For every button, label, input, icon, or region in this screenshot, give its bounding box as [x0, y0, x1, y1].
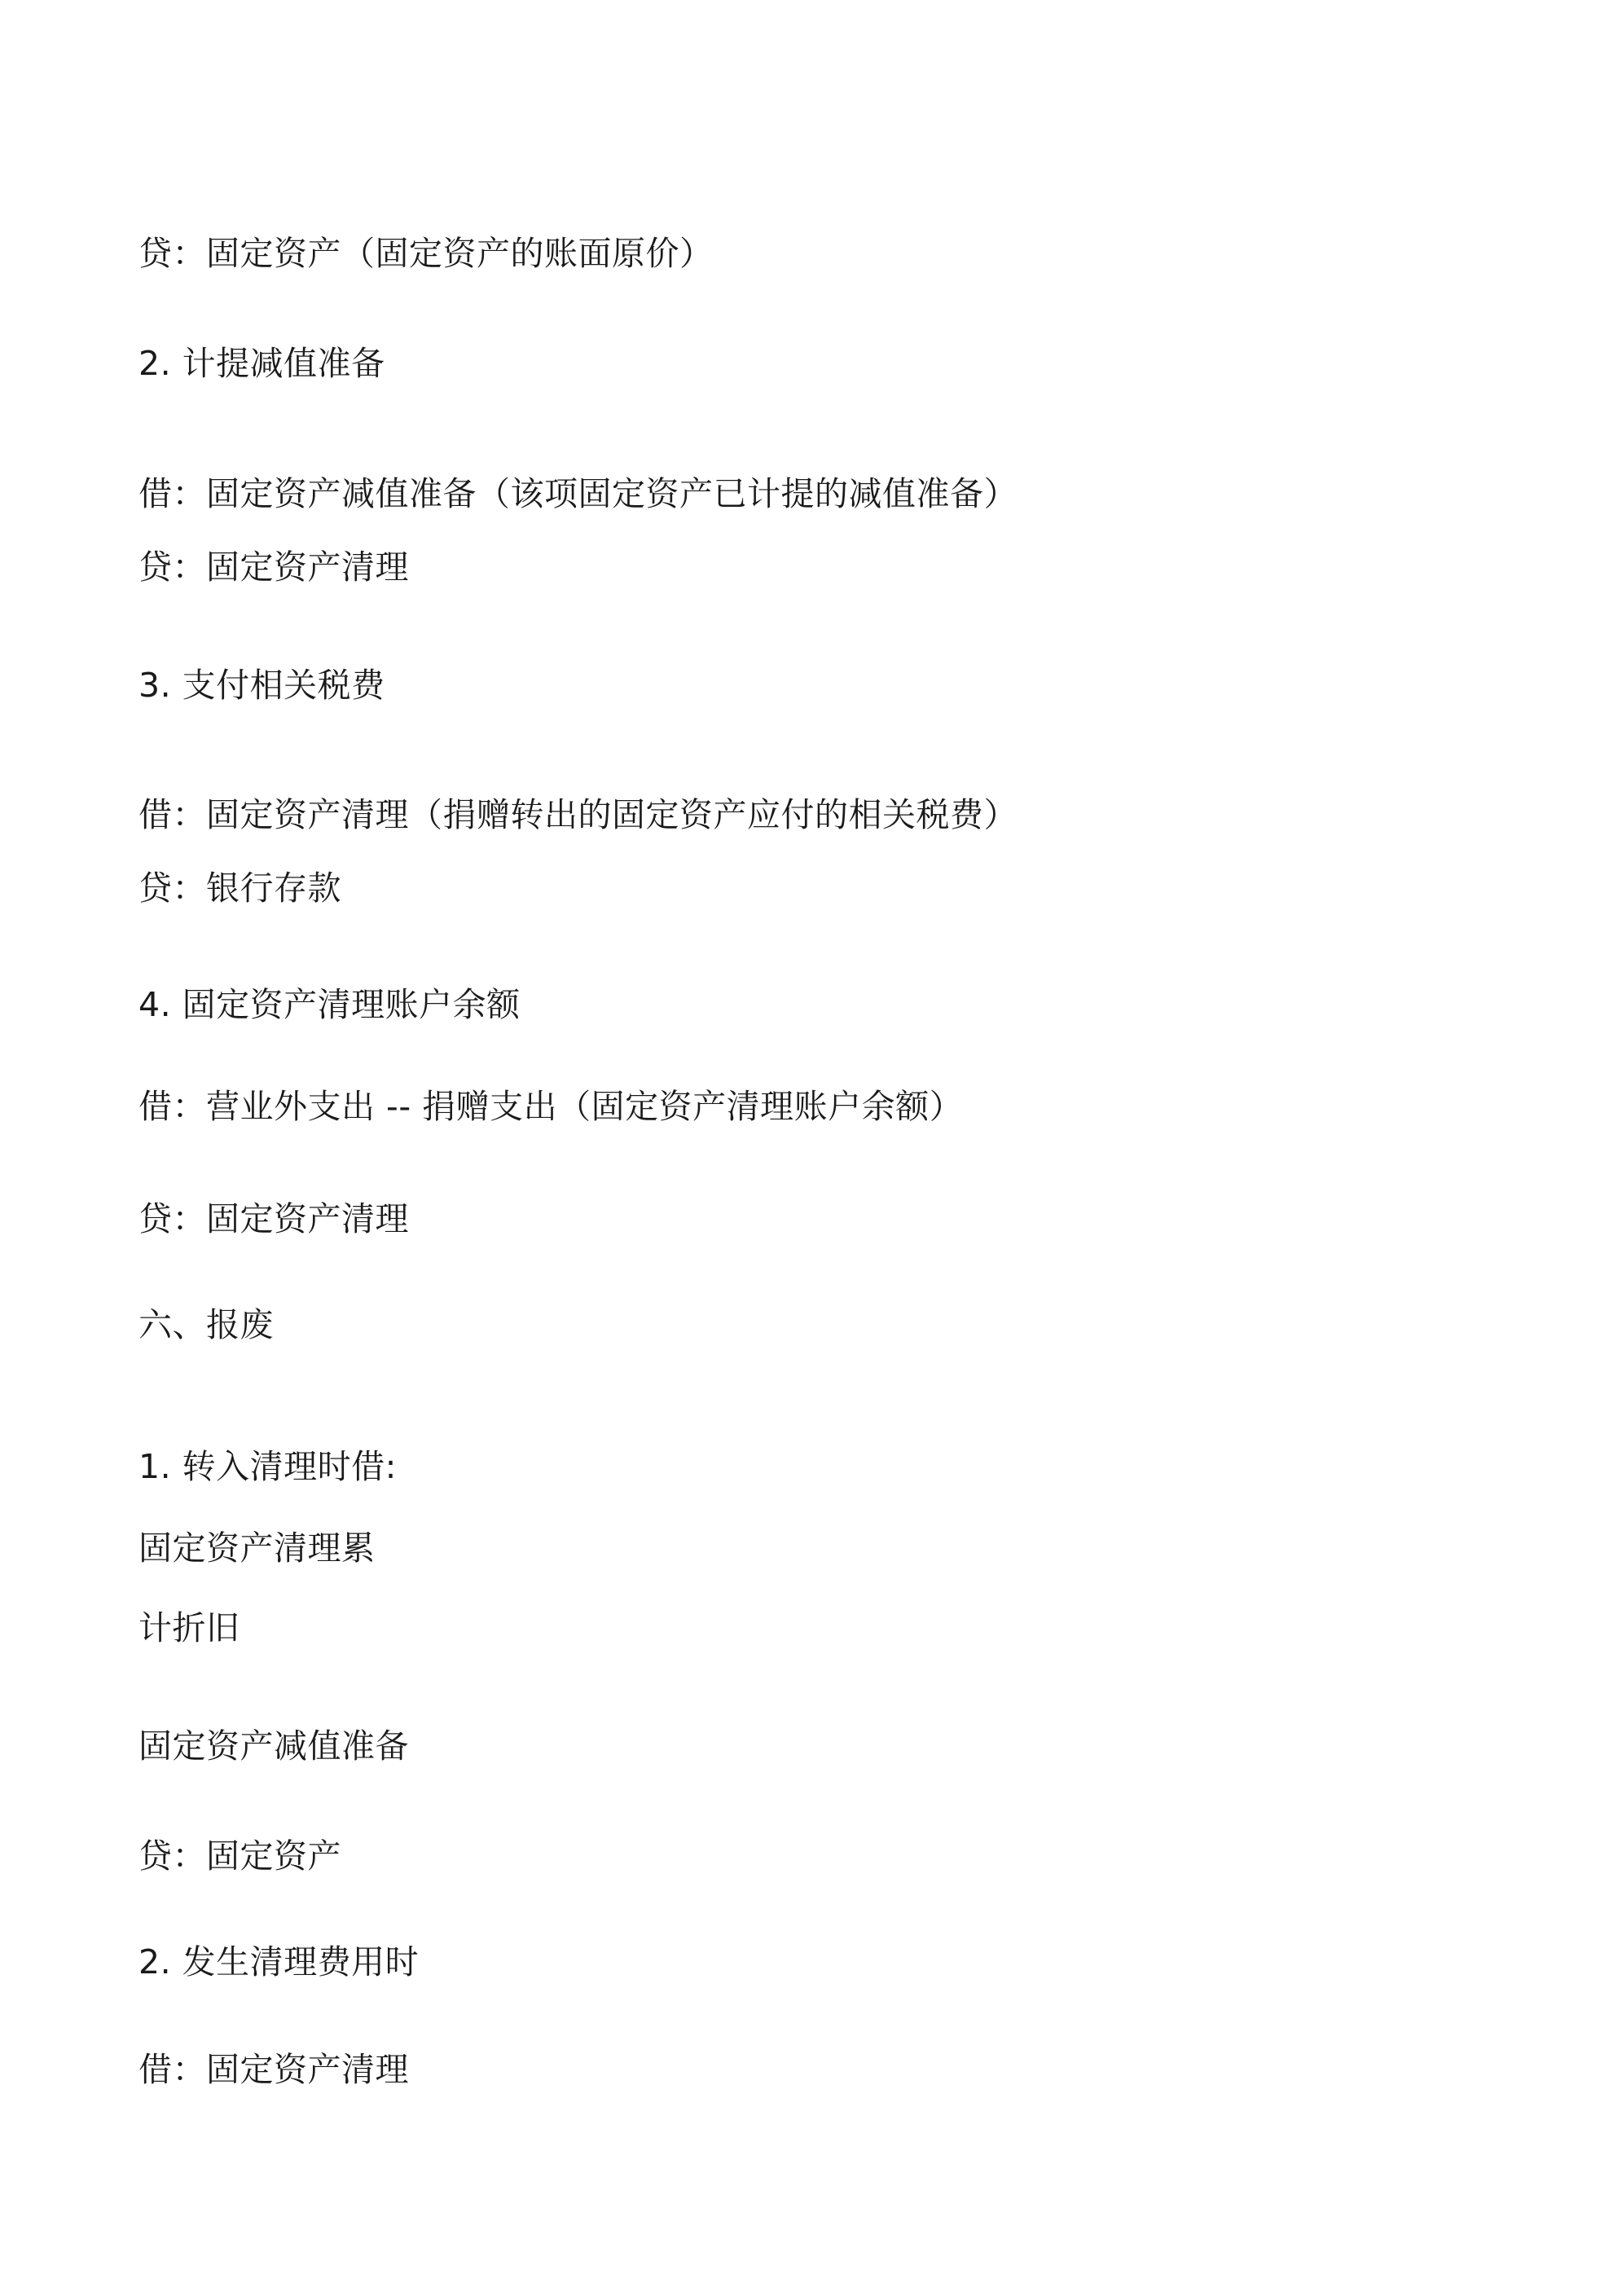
heading-disposal-balance: 4. 固定资产清理账户余额: [138, 985, 521, 1024]
heading-transfer-to-disposal: 1. 转入清理时借:: [138, 1447, 397, 1486]
text-line-debit-impairment-reserve: 借：固定资产减值准备（该项固定资产已计提的减值准备）: [138, 474, 1018, 513]
text-line-credit-disposal-2: 贷：固定资产清理: [138, 1199, 409, 1238]
text-line-credit-fixed-assets-original-value: 贷：固定资产（固定资产的账面原价）: [138, 234, 714, 273]
text-line-depreciation: 计折旧: [138, 1608, 240, 1647]
text-line-credit-fixed-assets: 贷：固定资产: [138, 1836, 341, 1876]
text-line-debit-disposal-taxes: 借：固定资产清理（捐赠转出的固定资产应付的相关税费）: [138, 795, 1018, 834]
text-line-credit-bank-deposit: 贷：银行存款: [138, 869, 341, 908]
heading-pay-taxes: 3. 支付相关税费: [138, 666, 385, 705]
heading-disposal-costs: 2. 发生清理费用时: [138, 1942, 420, 1982]
text-line-debit-disposal: 借：固定资产清理: [138, 2050, 409, 2089]
text-line-credit-disposal: 贷：固定资产清理: [138, 548, 409, 587]
text-line-disposal-accumulated: 固定资产清理累: [138, 1528, 376, 1568]
text-line-debit-non-operating-expense: 借：营业外支出 -- 捐赠支出（固定资产清理账户余额）: [138, 1087, 964, 1126]
text-line-impairment-reserve: 固定资产减值准备: [138, 1726, 409, 1766]
section-heading-scrapping: 六、报废: [138, 1305, 274, 1344]
heading-impairment-provision: 2. 计提减值准备: [138, 344, 385, 383]
